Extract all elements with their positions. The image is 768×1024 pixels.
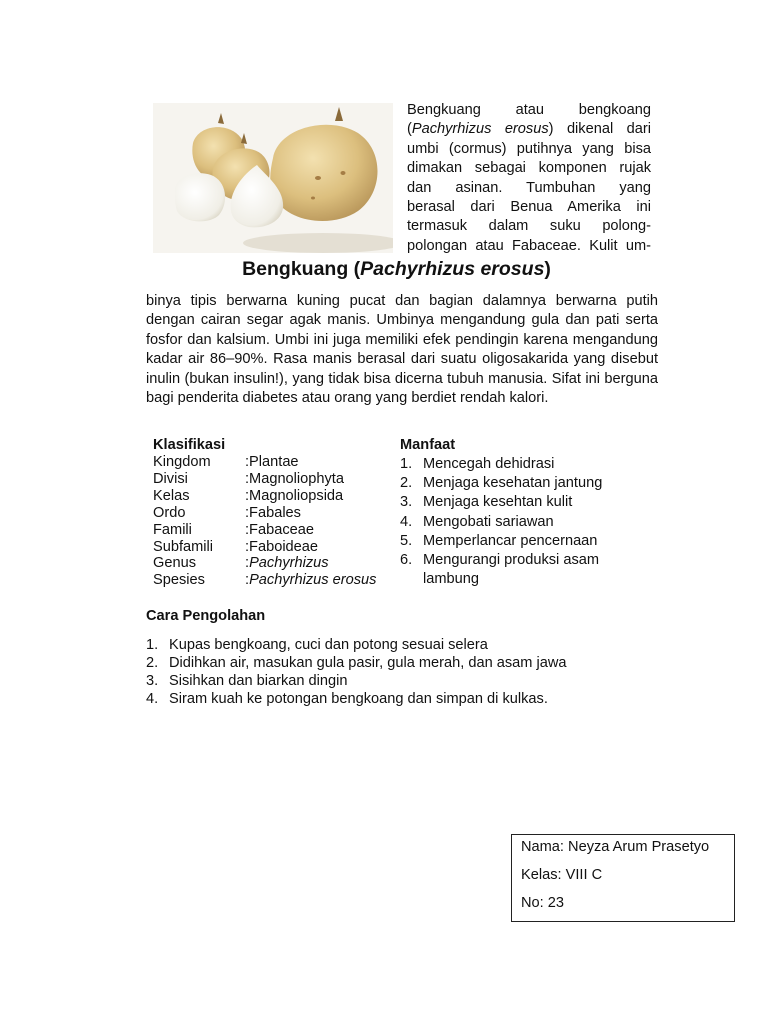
cara-heading: Cara Pengolahan [146,608,266,624]
list-number: 2. [146,655,159,672]
list-number: 3. [146,673,159,690]
klasifikasi-value: :Magnoliopsida [245,487,344,504]
intro-line: umbi (cormus) putihnya yang bisa [407,140,651,157]
klasifikasi-row [153,471,393,488]
title-latin: Pachyrhizus erosus [360,258,545,280]
title-suffix: ) [544,258,551,280]
cara-section [146,607,666,708]
student-name: Nama: Neyza Arum Prasetyo [521,839,710,855]
klasifikasi-key: Famili [153,521,192,538]
klasifikasi-latin: Pachyrhizus [249,555,329,572]
list-number: 4. [400,513,413,530]
list-number: 4. [146,691,159,708]
intro-line: dan asinan. Tumbuhan yang [407,179,651,196]
list-number: 6. [400,552,413,569]
list-item-text: Didihkan air, masukan gula pasir, gula merah, dan asam jawa [169,655,567,672]
list-item [400,551,650,589]
intro-line: polongan atau Fabaceae. Kulit um- [407,237,651,254]
klasifikasi-row [153,522,393,539]
student-info-box [511,834,735,922]
klasifikasi-value: :Faboideae [245,538,319,555]
klasifikasi-key: Kingdom [153,454,211,470]
intro-line: Bengkuang atau bengkoang [407,102,651,118]
list-item [400,474,650,493]
klasifikasi-value: : [245,555,250,572]
manfaat-section [400,437,650,589]
manfaat-list [400,455,650,589]
intro-text: ) dikenal dari [548,121,651,138]
klasifikasi-row [153,505,393,522]
intro-line [407,120,651,139]
list-item-text: Menjaga kesehtan kulit [423,494,573,511]
intro-line: termasuk dalam suku polong- [407,218,651,235]
list-item [400,513,650,532]
body-paragraph: binya tipis berwarna kuning pucat dan bagian dalamnya berwarna putih dengan cairan segar agak manis. Umbinya mengandung gula dan pati serta fosfor dan kalsium. Umbi ini juga memiliki efek pendingin karena mengandung kadar air 86–90%. Rasa manis berasal dari suatu oligosakarida yang disebut inulin (bukan insulin!), yang tidak bisa dicerna tubuh manusia. Sifat ini berguna bagi penderita diabetes atau orang yang berdiet rendah kalori. [146,293,658,407]
list-number: 1. [146,637,159,653]
klasifikasi-key: Genus [153,555,196,572]
list-number: 3. [400,494,413,511]
list-item [146,690,666,708]
klasifikasi-value: :Magnoliophyta [245,470,344,487]
intro-text: ( [407,121,412,138]
klasifikasi-latin: Pachyrhizus erosus [249,572,377,589]
list-item-text: Siram kuah ke potongan bengkoang dan simpan di kulkas. [169,691,548,708]
list-item-text: Menjaga kesehatan jantung [423,475,603,492]
klasifikasi-value: :Fabaceae [245,521,314,538]
klasifikasi-value: :Fabales [245,504,301,521]
list-item [400,532,650,551]
page-title [0,258,768,281]
list-item-text: Sisihkan dan biarkan dingin [169,673,348,690]
klasifikasi-key: Kelas [153,487,190,504]
latin-name: Pachyrhizus erosus [411,121,549,138]
list-item-text: Kupas bengkoang, cuci dan potong sesuai selera [169,637,488,653]
klasifikasi-row [153,488,393,505]
list-item [400,493,650,512]
klasifikasi-key: Ordo [153,504,186,521]
student-class: Kelas: VIII C [521,867,603,883]
klasifikasi-key: Spesies [153,572,205,589]
manfaat-heading: Manfaat [400,437,456,453]
title-prefix: Bengkuang ( [242,258,361,280]
list-item [400,455,650,474]
list-item-text: Mencegah dehidrasi [423,456,555,472]
jicama-photo [153,103,393,253]
list-number: 5. [400,532,413,549]
klasifikasi-section [153,437,393,589]
klasifikasi-row [153,454,393,471]
klasifikasi-heading: Klasifikasi [153,437,226,453]
klasifikasi-row [153,555,393,572]
list-item-text: Mengobati sariawan [423,513,554,530]
list-number: 1. [400,456,413,472]
klasifikasi-row [153,539,393,556]
list-item-text: Mengurangi produksi asam lambung [423,552,600,588]
intro-paragraph [407,101,651,256]
list-item-text: Memperlancar pencernaan [423,532,598,549]
klasifikasi-key: Divisi [153,470,188,487]
klasifikasi-row [153,572,393,589]
list-item [146,672,666,690]
student-number: No: 23 [521,895,564,911]
list-item [146,654,666,672]
intro-line: dimakan sebagai komponen rujak [407,160,651,177]
cara-list [146,636,666,708]
klasifikasi-value: :Plantae [245,454,299,470]
klasifikasi-key: Subfamili [153,538,214,555]
intro-line: berasal dari Benua Amerika ini [407,199,651,216]
list-number: 2. [400,475,413,492]
klasifikasi-value: : [245,572,250,589]
list-item [146,636,666,654]
